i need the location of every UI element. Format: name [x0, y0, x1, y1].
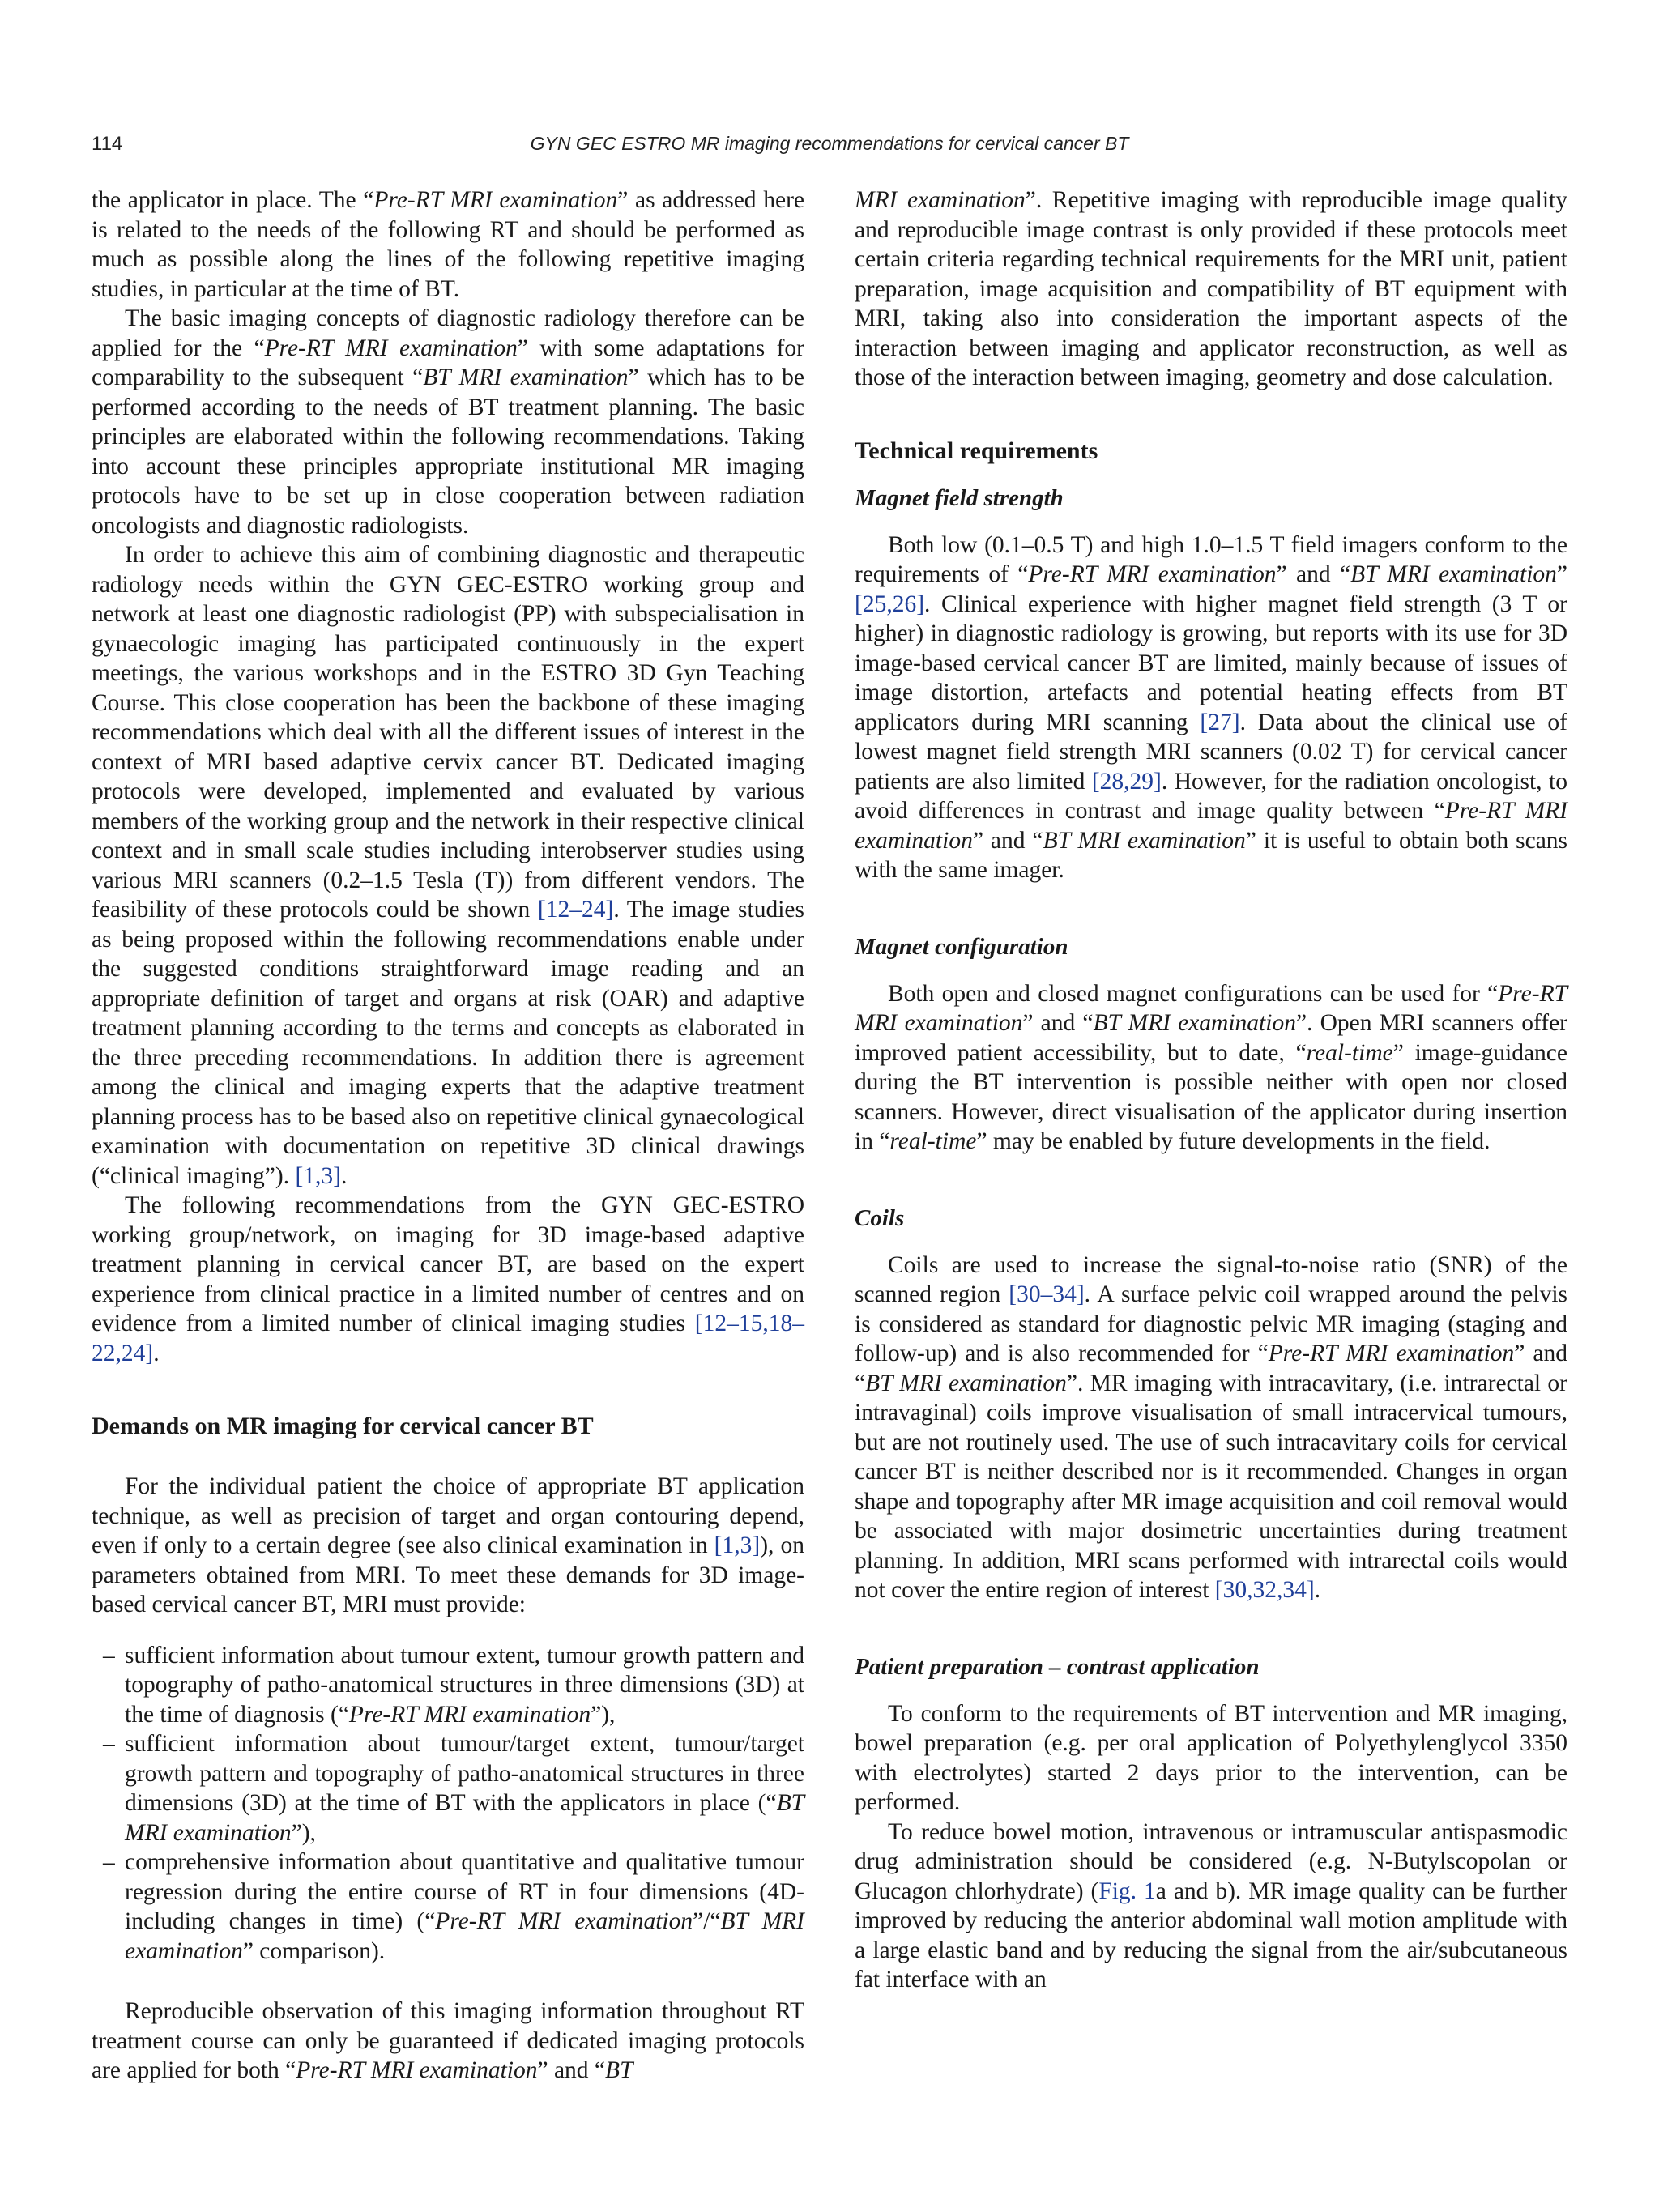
figure-link[interactable]: Fig. 1 [1098, 1877, 1156, 1904]
section-heading: Technical requirements [855, 437, 1098, 464]
subsection-heading: Coils [855, 1204, 905, 1231]
right-column [855, 185, 1567, 1995]
paragraph: The following recommendations from the GYN GEC-ESTRO working group/network, on imaging for 3D image-based adaptive treatment planning in cervical cancer BT, are based on the expert experience from clinical practice in a limited number of centres and on evidence from a limited number of clinical imaging studies [12–15,18–22,24]. [92, 1192, 804, 1366]
section-heading: Demands on MR imaging for cervical cancer BT [92, 1413, 594, 1439]
page-number: 114 [92, 133, 123, 155]
citation-link[interactable]: [25,26] [855, 590, 925, 617]
subsection-heading: Patient preparation – contrast application [855, 1653, 1260, 1680]
paragraph: Reproducible observation of this imaging information throughout RT treatment course can only be guaranteed if dedicated imaging protocols are applied for both “Pre-RT MRI examination” and “BT [92, 1998, 804, 2083]
paragraph: Coils are used to increase the signal-to-noise ratio (SNR) of the scanned region [30–34]. A surface pelvic coil wrapped around the pelvis is considered as standard for diagnostic pelvic MR imaging (staging and follow-up) and is also recommended for “Pre-RT MRI examination” and “BT MRI examination”. MR imaging with intracavitary, (i.e. intrarectal or intravaginal) coils improve visualisation of small intracervical tumours, but are not routinely used. The use of such intracavitary coils for cervical cancer BT is neither described nor is it recommended. Changes in organ shape and topography after MR image acquisition and coil removal would be associated with major dosimetric uncertainties during treatment planning. In addition, MRI scans performed with intrarectal coils would not cover the entire region of interest [30,32,34]. [855, 1251, 1568, 1603]
left-column [92, 185, 804, 2086]
subsection-heading: Magnet field strength [855, 484, 1064, 511]
paragraph: To conform to the requirements of BT intervention and MR imaging, bowel preparation (e.g. per oral application of Polyethylenglycol 3350 with electrolytes) started 2 days prior to the intervention, can be performed. [855, 1700, 1567, 1815]
subsection-heading: Magnet configuration [855, 933, 1068, 960]
citation-link[interactable]: [28,29] [1091, 768, 1162, 795]
citation-link[interactable]: [30,32,34] [1214, 1577, 1315, 1603]
paragraph: The basic imaging concepts of diagnostic radiology therefore can be applied for the “Pre-RT MRI examination” with some adaptations for comparability to the subsequent “BT MRI examination” which has to be performed according to the needs of BT treatment planning. The basic principles are elaborated within the following recommendations. Taking into account these principles appropriate institutional MR imaging protocols have to be set up in close cooperation between radiation oncologists and diagnostic radiologists. [92, 305, 804, 539]
citation-link[interactable]: [27] [1200, 709, 1240, 735]
requirements-list [92, 1641, 804, 1967]
paragraph: MRI examination”. Repetitive imaging with reproducible image quality and reproducible image contrast is only provided if these protocols meet certain criteria regarding technical requirements for the MRI unit, patient preparation, image acquisition and compatibility of BT equipment with MRI, taking also into consideration the important aspects of the interaction between imaging and applicator reconstruction, as well as those of the interaction between imaging, geometry and dose calculation. [855, 187, 1567, 390]
list-item: – comprehensive information about quantitative and qualitative tumour regression during the entire course of RT in four dimensions (4D-including changes in time) (“Pre-RT MRI examination”/“BT MRI examination” comparison). [92, 1848, 804, 1966]
citation-link[interactable]: [12–15,18–22,24] [92, 1311, 804, 1366]
paragraph: Both low (0.1–0.5 T) and high 1.0–1.5 T field imagers conform to the requirements of “Pre-RT MRI examination” and “BT MRI examination” [25,26]. Clinical experience with higher magnet field strength (3 T or higher) in diagnostic radiology is growing, but reports with its use for 3D image-based cervical cancer BT are limited, mainly because of issues of image distortion, artefacts and potential heating effects from BT applicators during MRI scanning [27]. Data about the clinical use of lowest magnet field strength MRI scanners (0.02 T) for cervical cancer patients are also limited [28,29]. However, for the radiation oncologist, to avoid differences in contrast and image quality between “Pre-RT MRI examination” and “BT MRI examination” it is useful to obtain both scans with the same imager. [855, 531, 1568, 883]
citation-link[interactable]: [1,3] [295, 1162, 341, 1189]
running-title: GYN GEC ESTRO MR imaging recommendations for cervical cancer BT [530, 133, 1129, 154]
paragraph: In order to achieve this aim of combining diagnostic and therapeutic radiology needs within the GYN GEC-ESTRO working group and network at least one diagnostic radiologist (PP) with subspecialisation in gynaecologic imaging has participated continuously in the expert meetings, the various workshops and in the ESTRO 3D Gyn Teaching Course. This close cooperation has been the backbone of these imaging recommendations which deal with all the different issues of interest in the context of MRI based adaptive cervix cancer BT. Dedicated imaging protocols were developed, implemented and evaluated by various members of the working group and the network in their respective clinical context and in small scale studies including interobserver studies using various MRI scanners (0.2–1.5 Tesla (T)) from different vendors. The feasibility of these protocols could be shown [12–24]. The image studies as being proposed within the following recommendations enable under the suggested conditions straightforward image reading and an appropriate definition of target and organs at risk (OAR) and adaptive treatment planning according to the terms and concepts as elaborated in the three preceding recommendations. In addition there is agreement among the clinical and imaging experts that the adaptive treatment planning process has to be based also on repetitive clinical gynaecological examination with documentation on repetitive 3D clinical drawings (“clinical imaging”). [1,3]. [92, 542, 804, 1189]
paragraph: the applicator in place. The “Pre-RT MRI examination” as addressed here is related to the needs of the following RT and should be performed as much as possible along the lines of the following repetitive imaging studies, in particular at the time of BT. [92, 187, 804, 302]
citation-link[interactable]: [12–24] [537, 897, 614, 923]
paragraph: Both open and closed magnet configurations can be used for “Pre-RT MRI examination” and “BT MRI examination”. Open MRI scanners offer improved patient accessibility, but to date, “real-time” image-guidance during the BT intervention is possible neither with open nor closed scanners. However, direct visualisation of the applicator during insertion in “real-time” may be enabled by future developments in the field. [855, 980, 1568, 1154]
paragraph: For the individual patient the choice of appropriate BT application technique, as well as precision of target and organ contouring depend, even if only to a certain degree (see also clinical examination in [1,3]), on parameters obtained from MRI. To meet these demands for 3D image-based cervical cancer BT, MRI must provide: [92, 1473, 804, 1617]
paragraph: To reduce bowel motion, intravenous or intramuscular antispasmodic drug administration should be considered (e.g. N-Butylscopolan or Glucagon chlorhydrate) (Fig. 1a and b). MR image quality can be further improved by reducing the anterior abdominal wall motion amplitude with a large elastic band and by reducing the signal from the air/subcutaneous fat interface with an [855, 1818, 1567, 1993]
citation-link[interactable]: [1,3] [714, 1532, 761, 1558]
list-item: – sufficient information about tumour extent, tumour growth pattern and topography of patho-anatomical structures in three dimensions (3D) at the time of diagnosis (“Pre-RT MRI examination”), [92, 1641, 804, 1730]
citation-link[interactable]: [30–34] [1009, 1281, 1085, 1307]
list-item: – sufficient information about tumour/target extent, tumour/target growth pattern and topography of patho-anatomical structures in three dimensions (3D) at the time of BT with the applicators in place (“BT MRI examination”), [92, 1729, 804, 1848]
